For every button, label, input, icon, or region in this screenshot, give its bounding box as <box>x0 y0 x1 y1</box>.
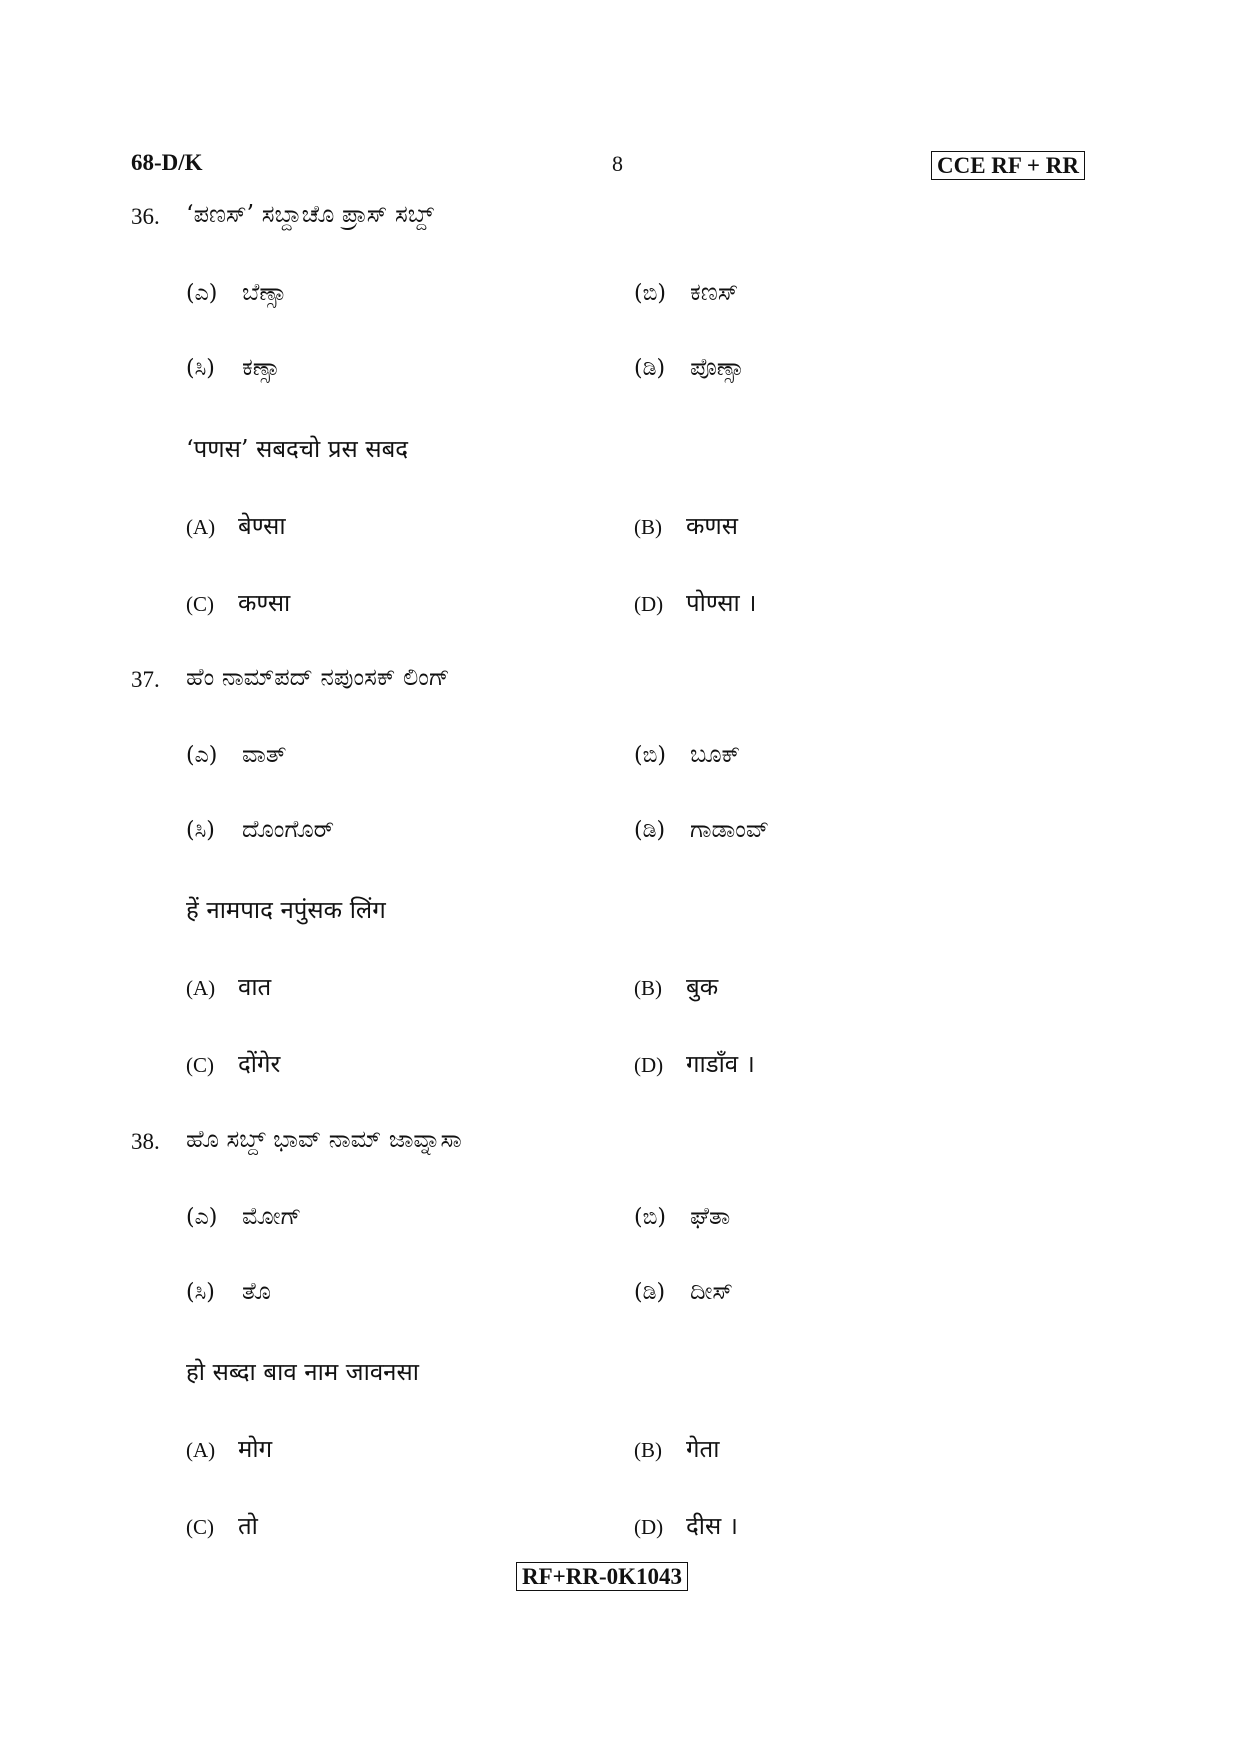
question-text-kannada: ಹೊ ಸಬ್ದ್ ಭಾವ್ ನಾಮ್ ಜಾವ್ನಾಸಾ <box>186 1125 462 1153</box>
option-text: बुक <box>686 973 719 1001</box>
option-text: कणस <box>686 512 739 540</box>
option-d-kannada <box>634 1277 733 1305</box>
option-d-kannada <box>634 815 769 843</box>
footer-code-box: RF+RR-0K1043 <box>516 1562 688 1591</box>
option-d-devanagari <box>634 1047 755 1080</box>
option-label: (ಸಿ) <box>186 1280 215 1305</box>
option-b-devanagari <box>634 970 718 1003</box>
option-label: (ಬಿ) <box>634 743 666 768</box>
option-text: बेण्सा <box>238 512 286 540</box>
option-text: ದೊಂಗೊರ್ <box>242 815 335 843</box>
option-c-devanagari <box>186 586 290 619</box>
option-label: (A) <box>186 515 216 539</box>
option-b-devanagari <box>634 509 738 542</box>
option-c-devanagari <box>186 1047 280 1080</box>
option-a-devanagari <box>186 1432 272 1465</box>
option-a-devanagari <box>186 970 271 1003</box>
option-label: (ಸಿ) <box>186 818 215 843</box>
option-label: (B) <box>634 515 662 539</box>
option-a-kannada <box>186 1202 301 1230</box>
option-label: (C) <box>186 1515 214 1539</box>
option-text: कण्सा <box>238 589 291 617</box>
option-text: दोंगेर <box>238 1050 281 1078</box>
option-text: ಘೆತಾ <box>690 1202 731 1230</box>
question-text-devanagari: हो सब्दा बाव नाम जावनसा <box>186 1358 419 1386</box>
page-number: 8 <box>612 151 623 176</box>
option-label: (ಡಿ) <box>634 1280 666 1305</box>
option-text: ತೊ <box>242 1277 271 1305</box>
option-text: ಮೋಗ್ <box>242 1202 302 1230</box>
option-text: ಪೊಣ್ಸಾ <box>690 353 745 381</box>
question-number: 37. <box>131 667 160 692</box>
option-label: (ಸಿ) <box>186 356 215 381</box>
question-number: 38. <box>131 1129 160 1154</box>
option-b-kannada <box>634 1202 730 1230</box>
option-text: तो <box>238 1512 258 1540</box>
option-b-kannada <box>634 278 738 306</box>
option-label: (C) <box>186 1053 214 1077</box>
option-text: ಕಣ್ಸಾ <box>242 353 281 381</box>
option-label: (B) <box>634 1438 662 1462</box>
option-text: ಗಾಡಾಂವ್ <box>690 815 770 843</box>
option-text: दीस । <box>686 1512 738 1540</box>
option-text: ಬೂಕ್ <box>690 740 741 768</box>
option-a-devanagari <box>186 509 286 542</box>
option-label: (A) <box>186 976 216 1000</box>
option-d-devanagari <box>634 586 756 619</box>
option-a-kannada <box>186 740 286 768</box>
option-b-kannada <box>634 740 740 768</box>
option-text: वात <box>238 973 272 1001</box>
question-number: 36. <box>131 204 160 229</box>
option-b-devanagari <box>634 1432 719 1465</box>
exam-code-box: CCE RF + RR <box>931 151 1085 180</box>
question-text-devanagari: हें नामपाद नपुंसक लिंग <box>186 896 386 924</box>
option-c-kannada <box>186 815 334 843</box>
paper-code: 68-D/K <box>131 150 203 175</box>
option-c-kannada <box>186 353 280 381</box>
option-label: (C) <box>186 592 214 616</box>
option-label: (D) <box>634 1515 664 1539</box>
option-label: (ಎ) <box>186 281 218 306</box>
option-label: (ಡಿ) <box>634 818 666 843</box>
option-text: गाडाँव । <box>686 1050 755 1078</box>
question-text-kannada: ‘ಪಣಸ್’ ಸಬ್ದಾಚೊ ಪ್ರಾಸ್ ಸಬ್ದ್ <box>186 200 434 228</box>
option-label: (B) <box>634 976 662 1000</box>
option-label: (D) <box>634 592 664 616</box>
option-label: (ಬಿ) <box>634 1205 666 1230</box>
option-label: (ಎ) <box>186 1205 218 1230</box>
option-text: पोण्सा । <box>686 589 757 617</box>
option-label: (A) <box>186 1438 216 1462</box>
option-label: (D) <box>634 1053 664 1077</box>
option-text: ಬೆಣ್ಸಾ <box>242 278 287 306</box>
question-text-devanagari: ‘पणस’ सबदचो प्रस सबद <box>186 435 409 463</box>
option-label: (ಬಿ) <box>634 281 666 306</box>
option-text: मोग <box>238 1435 273 1463</box>
option-label: (ಡಿ) <box>634 356 666 381</box>
option-c-kannada <box>186 1277 271 1305</box>
question-text-kannada: ಹೆಂ ನಾಮ್‌ಪದ್ ನಪುಂಸಕ್ ಲಿಂಗ್ <box>186 663 450 691</box>
option-text: गेता <box>686 1435 720 1463</box>
option-c-devanagari <box>186 1509 258 1542</box>
option-d-kannada <box>634 353 744 381</box>
option-text: ಕಣಸ್ <box>690 278 739 306</box>
option-d-devanagari <box>634 1509 738 1542</box>
option-text: ದೀಸ್ <box>690 1277 733 1305</box>
option-a-kannada <box>186 278 287 306</box>
option-text: ವಾತ್ <box>242 740 287 768</box>
option-label: (ಎ) <box>186 743 218 768</box>
